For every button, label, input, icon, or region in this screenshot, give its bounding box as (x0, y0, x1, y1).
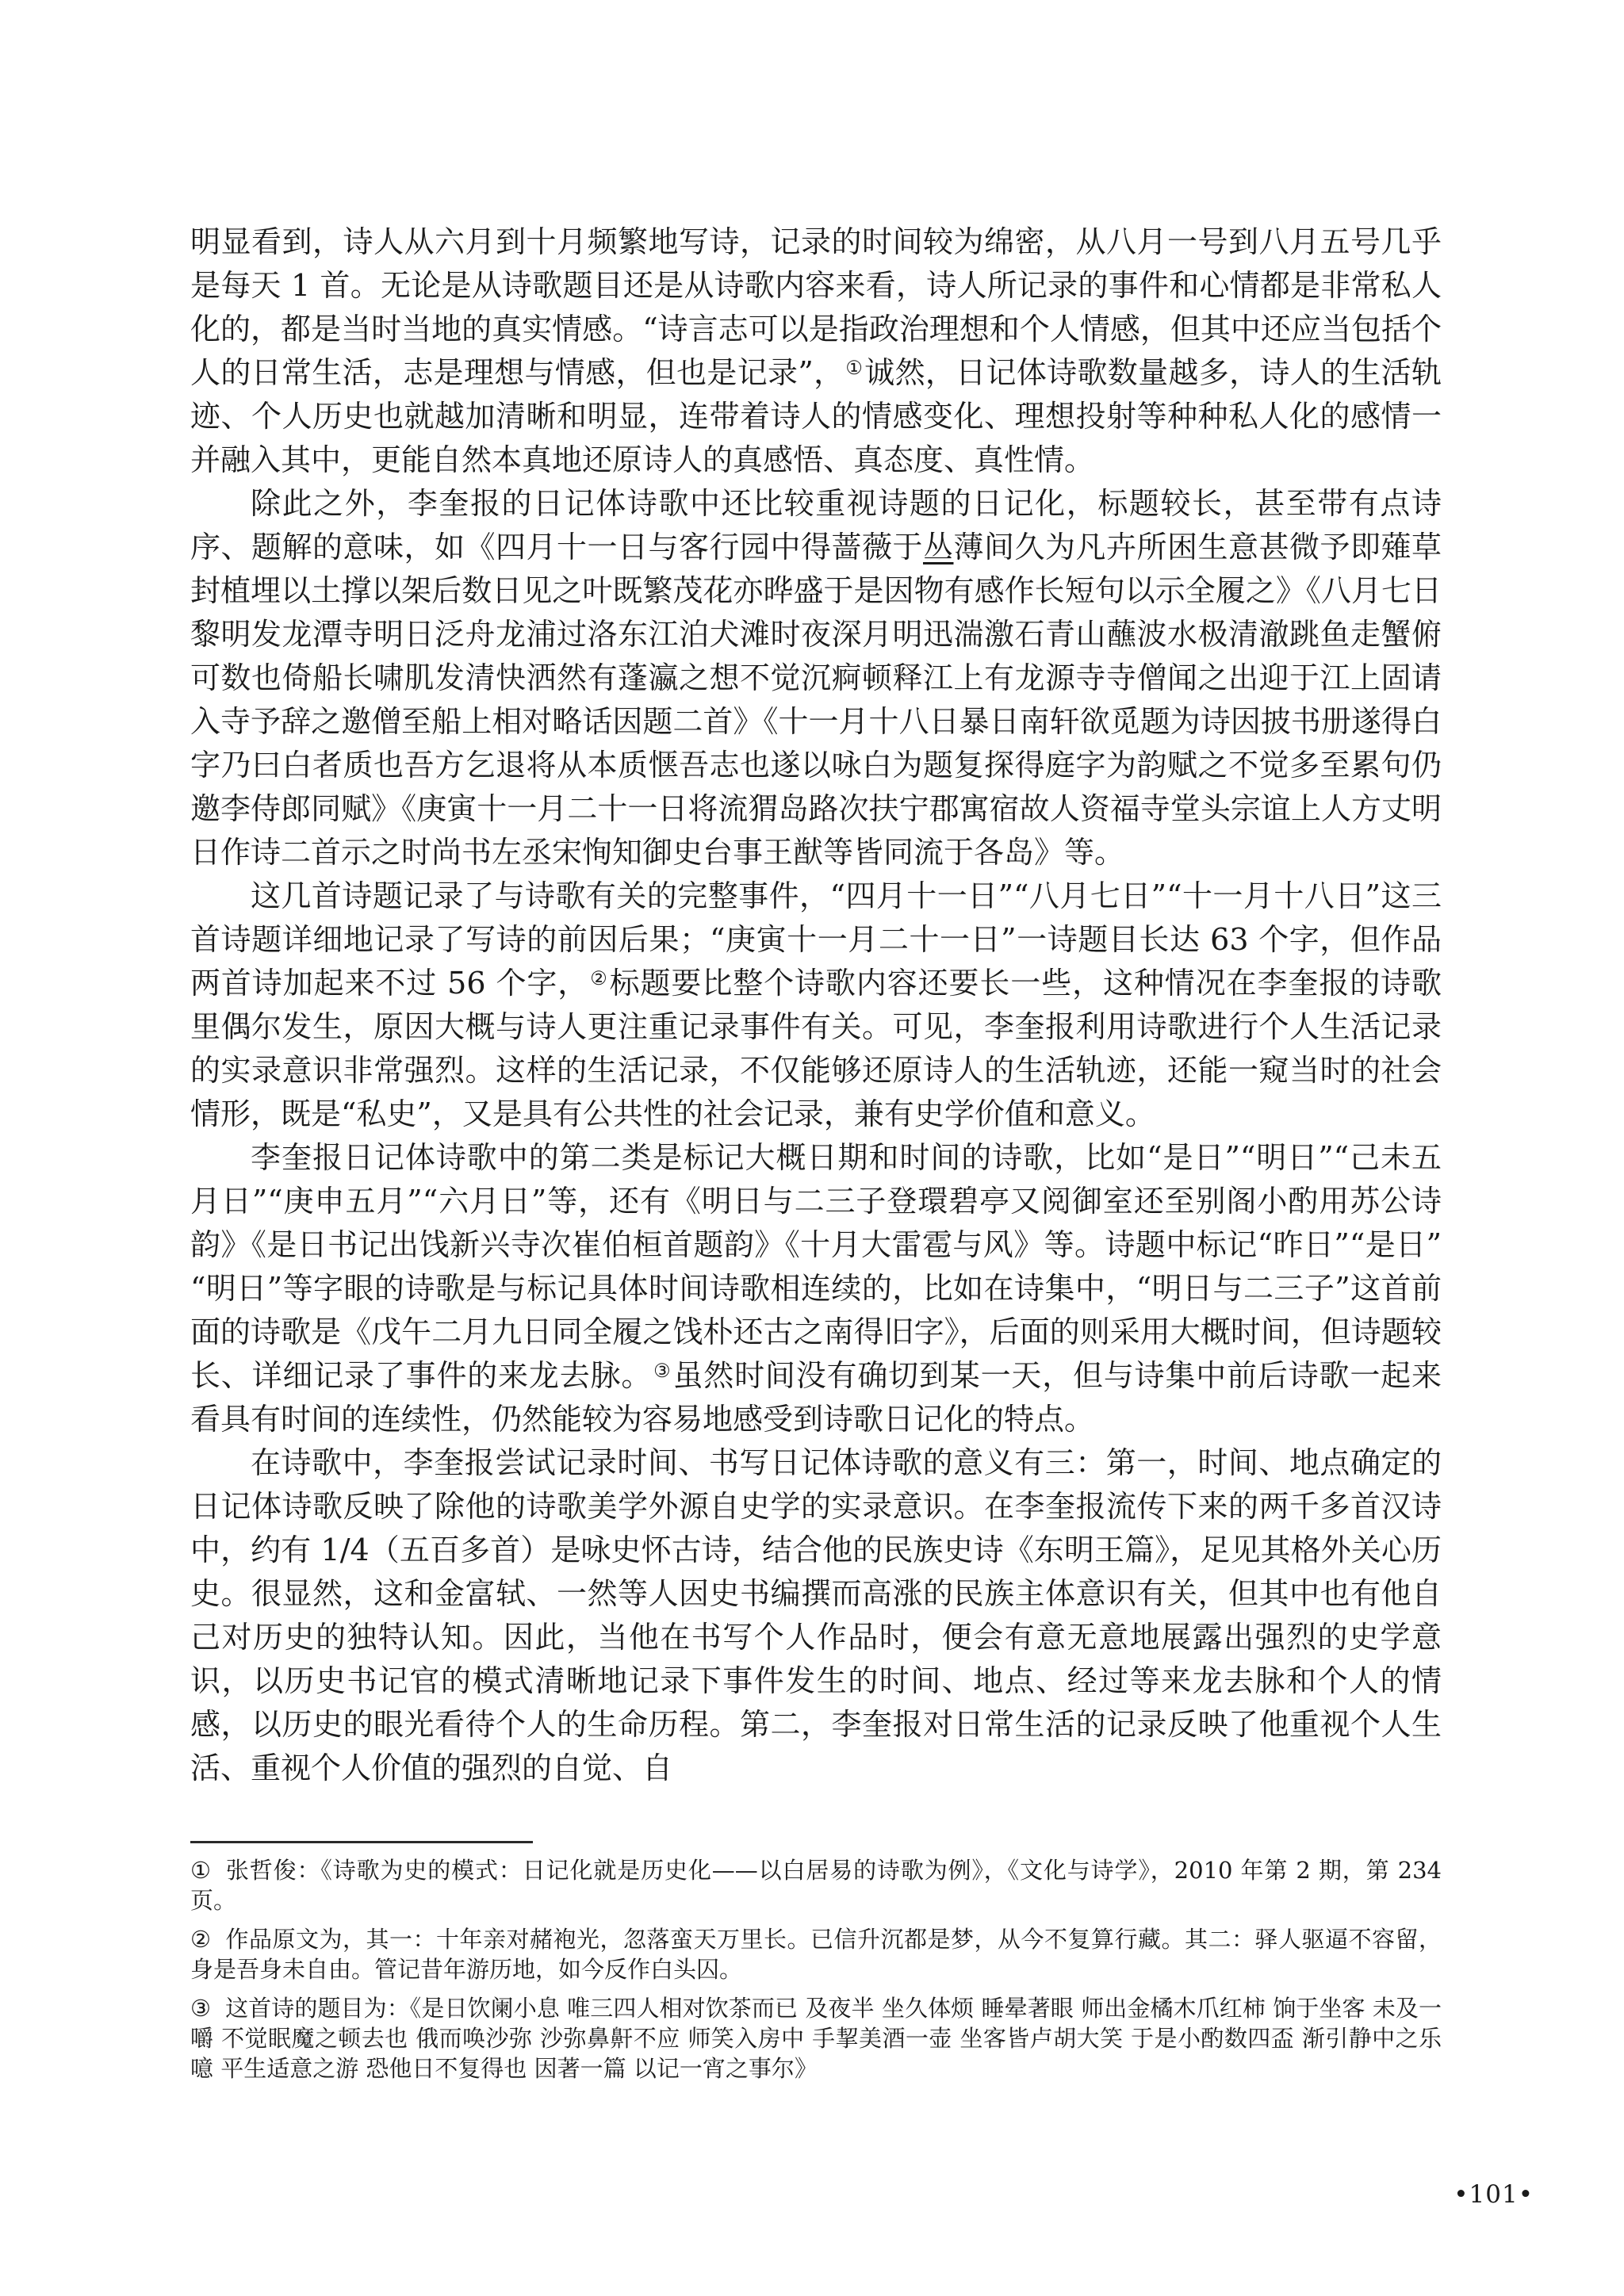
paragraph-1 (190, 220, 1442, 482)
footnote-2-marker: ② (190, 1926, 212, 1953)
paragraph-3 (190, 874, 1442, 1136)
footnote-1-marker: ① (190, 1857, 212, 1884)
footnote-3-marker: ③ (190, 1995, 212, 2022)
footnote-1-text: 张哲俊：《诗歌为史的模式：日记化就是历史化——以白居易的诗歌为例》，《文化与诗学》，2010 年第 2 期，第 234 页。 (190, 1857, 1442, 1914)
footnotes-section (190, 1855, 1442, 2092)
footnote-2-text: 作品原文为，其一：十年亲对赭袍光，忽落蛮天万里长。已信升沉都是梦，从今不复算行藏。其二：驿人驱逼不容留，身是吾身未自由。管记昔年游历地，如今反作白头囚。 (190, 1926, 1442, 1983)
paragraph-5 (190, 1441, 1442, 1790)
paragraph-1-text: 明显看到，诗人从六月到十月频繁地写诗，记录的时间较为绵密，从八月一号到八月五号几乎是每天 1 首。无论是从诗歌题目还是从诗歌内容来看，诗人所记录的事件和心情都是非常私人化的，都是当时当地的真实情感。“诗言志可以是指政治理想和个人情感，但其中还应当包括个人的日常生活，志是理想与情感，但也是记录”， (190, 224, 1442, 390)
footnote-ref-3: ③ (653, 1360, 672, 1383)
paragraph-5-text: 在诗歌中，李奎报尝试记录时间、书写日记体诗歌的意义有三：第一，时间、地点确定的日记体诗歌反映了除他的诗歌美学外源自史学的实录意识。在李奎报流传下来的两千多首汉诗中，约有 1/4（五百多首）是咏史怀古诗，结合他的民族史诗《东明王篇》，足见其格外关心历史。很显然，这和金富轼、一然等人因史书编撰而高涨的民族主体意识有关，但其中也有他自己对历史的独特认知。因此，当他在书写个人作品时，便会有意无意地展露出强烈的史学意识，以历史书记官的模式清晰地记录下事件发生的时间、地点、经过等来龙去脉和个人的情感，以历史的眼光看待个人的生命历程。第二，李奎报对日常生活的记录反映了他重视个人生活、重视个人价值的强烈的自觉、自 (190, 1445, 1442, 1785)
paragraph-2 (190, 482, 1442, 874)
footnote-ref-2: ② (590, 967, 608, 990)
paragraph-2-text: 除此之外，李奎报的日记体诗歌中还比较重视诗题的日记化，标题较长，甚至带有点诗序、题解的意味，如《四月十一日与客行园中得蔷薇于 (190, 486, 1442, 564)
paragraph-3-continuation: 标题要比整个诗歌内容还要长一些，这种情况在李奎报的诗歌里偶尔发生，原因大概与诗人更注重记录事件有关。可见，李奎报利用诗歌进行个人生活记录的实录意识非常强烈。这样的生活记录，不仅能够还原诗人的生活轨迹，还能一窥当时的社会情形，既是“私史”，又是具有公共性的社会记录，兼有史学价值和意义。 (190, 966, 1442, 1131)
page-number: •101• (1454, 2180, 1534, 2209)
footnote-ref-1: ① (845, 357, 864, 380)
footnote-divider (190, 1841, 533, 1843)
footnote-3 (190, 1993, 1442, 2084)
body-text (190, 220, 1442, 1790)
footnote-3-text: 这首诗的题目为：《是日饮阑小息 唯三四人相对饮茶而已 及夜半 坐久体烦 睡晕著眼 师出金橘木爪红柿 饷于坐客 未及一嚼 不觉眠魔之顿去也 俄而唤沙弥 沙弥鼻鼾不应 师笑入房中 手挈美酒一壶 坐客皆卢胡大笑 于是小酌数四盃 渐引静中之乐 噫 平生适意之游 恐他日不复得也 因著一篇 以记一宵之事尔》 (190, 1995, 1442, 2082)
underlined-character: 丛 (922, 530, 954, 564)
paragraph-4-text: 李奎报日记体诗歌中的第二类是标记大概日期和时间的诗歌，比如“是日”“明日”“己未五月日”“庚申五月”“六月日”等，还有《明日与二三子登環碧亭又阅御室还至别阁小酌用苏公诗韵》《是日书记出饯新兴寺次崔伯桓首题韵》《十月大雷雹与风》等。诗题中标记“昨日”“是日”“明日”等字眼的诗歌是与标记具体时间诗歌相连续的，比如在诗集中，“明日与二三子”这首前面的诗歌是《戊午二月九日同全履之饯朴还古之南得旧字》，后面的则采用大概时间，但诗题较长、详细记录了事件的来龙去脉。 (190, 1140, 1442, 1393)
footnote-1 (190, 1855, 1442, 1915)
footnote-2 (190, 1924, 1442, 1984)
paragraph-3-text: 这几首诗题记录了与诗歌有关的完整事件，“四月十一日”“八月七日”“十一月十八日”这三首诗题详细地记录了写诗的前因后果；“庚寅十一月二十一日”一诗题目长达 63 个字，但作品两首诗加起来不过 56 个字， (190, 878, 1442, 1001)
paragraph-2-continuation: 薄间久为凡卉所困生意甚微予即薙草封植埋以土撑以架后数日见之叶既繁茂花亦晔盛于是因物有感作长短句以示全履之》《八月七日黎明发龙潭寺明日泛舟龙浦过洛东江泊犬滩时夜深月明迅湍激石青山蘸波水极清澈跳鱼走蟹俯可数也倚船长啸肌发清快洒然有蓬瀛之想不觉沉痾顿释江上有龙源寺寺僧闻之出迎于江上固请入寺予辞之邀僧至船上相对略话因题二首》《十一月十八日暴日南轩欲觅题为诗因披书册遂得白字乃曰白者质也吾方乞退将从本质惬吾志也遂以咏白为题复探得庭字为韵赋之不觉多至累句仍邀李侍郎同赋》《庚寅十一月二十一日将流猬岛路次扶宁郡寓宿故人资福寺堂头宗谊上人方丈明日作诗二首示之时尚书左丞宋恂知御史台事王猷等皆同流于各岛》等。 (190, 530, 1442, 870)
paragraph-4 (190, 1136, 1442, 1441)
paragraph-1-continuation: 诚然，日记体诗歌数量越多，诗人的生活轨迹、个人历史也就越加清晰和明显，连带着诗人的情感变化、理想投射等种种私人化的感情一并融入其中，更能自然本真地还原诗人的真感悟、真态度、真性情。 (190, 355, 1442, 477)
paragraph-4-continuation: 虽然时间没有确切到某一天，但与诗集中前后诗歌一起来看具有时间的连续性，仍然能较为容易地感受到诗歌日记化的特点。 (190, 1358, 1442, 1437)
